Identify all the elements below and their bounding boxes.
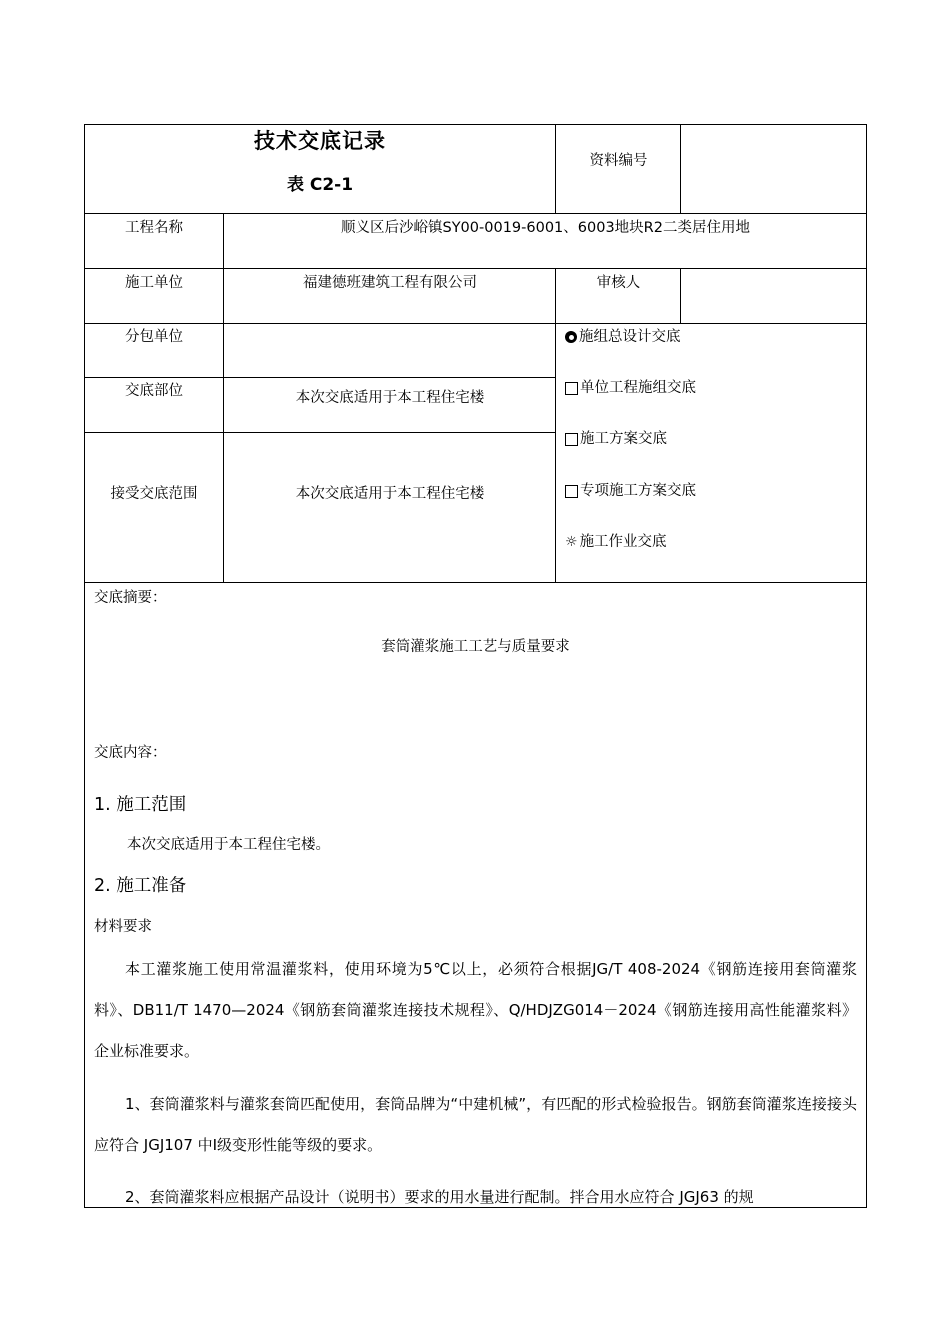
material-title: 材料要求 [94, 919, 152, 935]
filled-circle-icon [565, 331, 577, 343]
technical-disclosure-form [84, 124, 867, 1208]
summary-text: 套筒灌浆施工工艺与质量要求 [381, 639, 570, 655]
paragraph-sleeve: 1、套筒灌浆料与灌浆套筒匹配使用，套筒品牌为“中建机械”，有匹配的形式检验报告。钢筋套筒灌浆连接接头应符合 JGJ107 中Ⅰ级变形性能等级的要求。 [94, 1095, 857, 1154]
section1-title: 1. 施工范围 [94, 795, 187, 815]
option-unit-project[interactable] [565, 379, 696, 397]
option-special-plan[interactable] [565, 482, 696, 500]
scope-label: 接受交底范围 [110, 486, 198, 502]
option-label: 施组总设计交底 [579, 329, 681, 345]
paragraph-mixing: 2、套筒灌浆料应根据产品设计（说明书）要求的用水量进行配制。拌合用水应符合 JGJ63 的规 [125, 1188, 754, 1206]
location-label: 交底部位 [125, 383, 183, 399]
subcontractor-label: 分包单位 [125, 329, 183, 345]
option-label: 施工方案交底 [580, 431, 667, 447]
location-value: 本次交底适用于本工程住宅楼 [295, 390, 485, 406]
project-name-label: 工程名称 [125, 220, 183, 236]
checkbox-icon [565, 433, 578, 446]
section1-text: 本次交底适用于本工程住宅楼。 [127, 837, 330, 853]
contractor-label: 施工单位 [125, 275, 183, 291]
summary-label: 交底摘要： [94, 590, 167, 606]
checkbox-icon [565, 382, 578, 395]
project-name-value: 顺义区后沙峪镇SY00-0019-6001、6003地块R2二类居住用地 [341, 220, 750, 236]
option-construction-plan[interactable] [565, 430, 667, 448]
option-label: 施工作业交底 [579, 534, 667, 550]
section2-title: 2. 施工准备 [94, 876, 187, 896]
option-label: 专项施工方案交底 [580, 483, 696, 499]
paragraph-material: 本工灌浆施工使用常温灌浆料，使用环境为5℃以上，必须符合根据JG/T 408-2024《钢筋连接用套筒灌浆料》、DB11/T 1470—2024《钢筋套筒灌浆连接技术规程》、Q/HDJZG014－2024《钢筋连接用高性能灌浆料》企业标准要求。 [94, 960, 857, 1060]
contractor-value: 福建德班建筑工程有限公司 [303, 275, 477, 291]
checkbox-icon [565, 485, 578, 498]
reviewer-label: 审核人 [596, 275, 641, 291]
option-label: 单位工程施组交底 [580, 380, 696, 396]
form-title: 技术交底记录 [254, 129, 386, 153]
scope-value: 本次交底适用于本工程住宅楼 [295, 486, 485, 502]
option-general-design[interactable] [565, 328, 681, 346]
gear-ring-icon: ☼ [565, 534, 578, 550]
option-work-operation[interactable] [565, 533, 667, 551]
doc-no-label: 资料编号 [589, 153, 648, 169]
form-code: 表 C2-1 [286, 175, 354, 195]
content-label: 交底内容： [94, 745, 167, 761]
